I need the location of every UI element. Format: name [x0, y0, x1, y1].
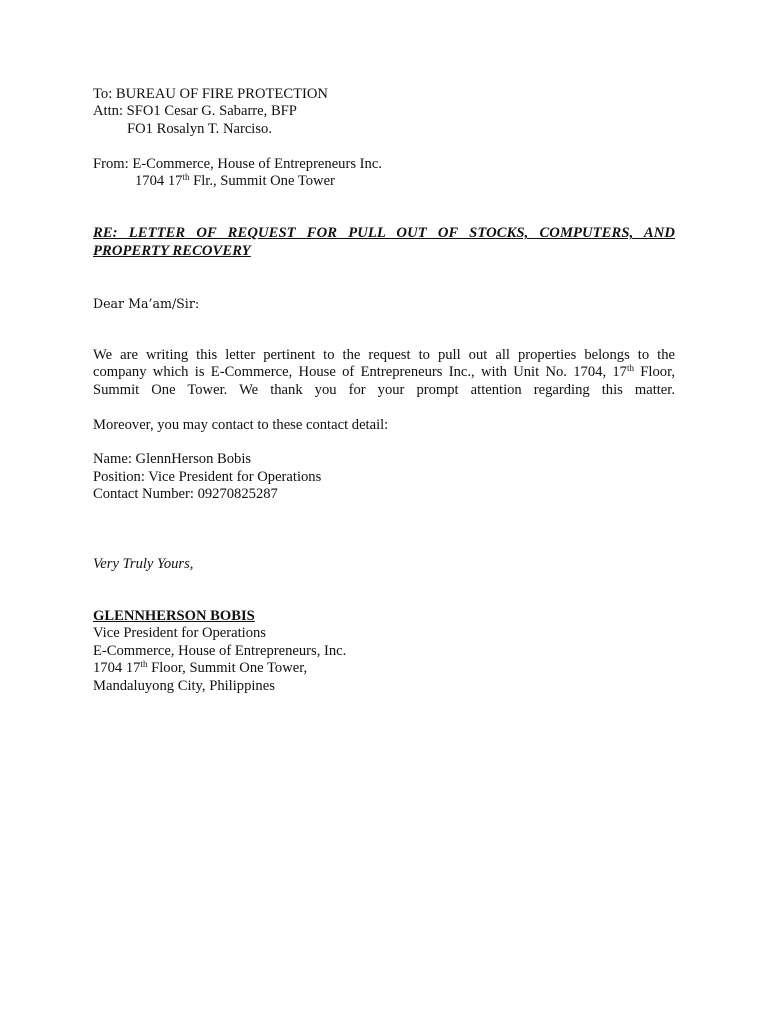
spacer — [93, 312, 675, 329]
letter-content — [93, 86, 675, 695]
subject-line-2: PROPERTY RECOVERY — [93, 242, 251, 259]
body-paragraph — [93, 347, 675, 399]
signatory-address-rest: Floor, Summit One Tower, — [147, 660, 308, 677]
signatory-address-number: 1704 17 — [93, 660, 141, 677]
spacer — [93, 399, 675, 416]
spacer — [93, 591, 675, 608]
attention-line: Attn: SFO1 Cesar G. Sabarre, BFP — [93, 103, 297, 120]
contact-name: Name: GlennHerson Bobis — [93, 451, 252, 468]
sender-address-ordinal: th — [182, 172, 190, 183]
sender-address-rest: Flr., Summit One Tower — [189, 173, 335, 190]
spacer — [93, 277, 675, 294]
sender-address-number: 1704 17 — [135, 173, 183, 190]
spacer — [93, 521, 675, 538]
spacer — [93, 538, 675, 555]
spacer — [93, 330, 675, 347]
spacer — [93, 208, 675, 225]
signatory-city: Mandaluyong City, Philippines — [93, 677, 275, 694]
spacer — [93, 573, 675, 590]
spacer — [93, 504, 675, 521]
body-line-2-end: Floor, — [634, 364, 675, 381]
spacer — [93, 260, 675, 277]
body-line-2 — [93, 364, 675, 381]
spacer — [93, 138, 675, 155]
body-line-2-ordinal: th — [626, 363, 634, 374]
contact-number: Contact Number: 09270825287 — [93, 486, 278, 503]
contact-position: Position: Vice President for Operations — [93, 468, 322, 485]
salutation: Dear Ma’am/Sir: — [93, 295, 200, 311]
body-line-2-text: company which is E-Commerce, House of Entrepreneurs Inc., with Unit No. 1704, 17 — [93, 364, 627, 381]
signatory-title: Vice President for Operations — [93, 625, 266, 642]
signatory-address-ordinal: th — [140, 659, 148, 670]
signatory-company: E-Commerce, House of Entrepreneurs, Inc. — [93, 642, 347, 659]
body-line-3: Summit One Tower. We thank you for your prompt attention regarding this matter. — [93, 381, 675, 398]
closing-line: Very Truly Yours, — [93, 555, 194, 572]
spacer — [93, 434, 675, 451]
attention-second-line: FO1 Rosalyn T. Narciso. — [127, 120, 272, 137]
signatory-address — [93, 660, 675, 677]
moreover-line: Moreover, you may contact to these contact detail: — [93, 416, 389, 433]
subject-heading — [93, 225, 675, 260]
subject-line-1: RE: LETTER OF REQUEST FOR PULL OUT OF STOCKS, COMPUTERS, AND — [93, 225, 675, 242]
recipient-line: To: BUREAU OF FIRE PROTECTION — [93, 86, 328, 102]
body-line-1: We are writing this letter pertinent to the request to pull out all properties belongs to the — [93, 346, 675, 363]
sender-address-line — [93, 173, 675, 190]
signatory-name: GLENNHERSON BOBIS — [93, 607, 255, 624]
sender-line: From: E-Commerce, House of Entrepreneurs Inc. — [93, 155, 382, 172]
spacer — [93, 190, 675, 207]
